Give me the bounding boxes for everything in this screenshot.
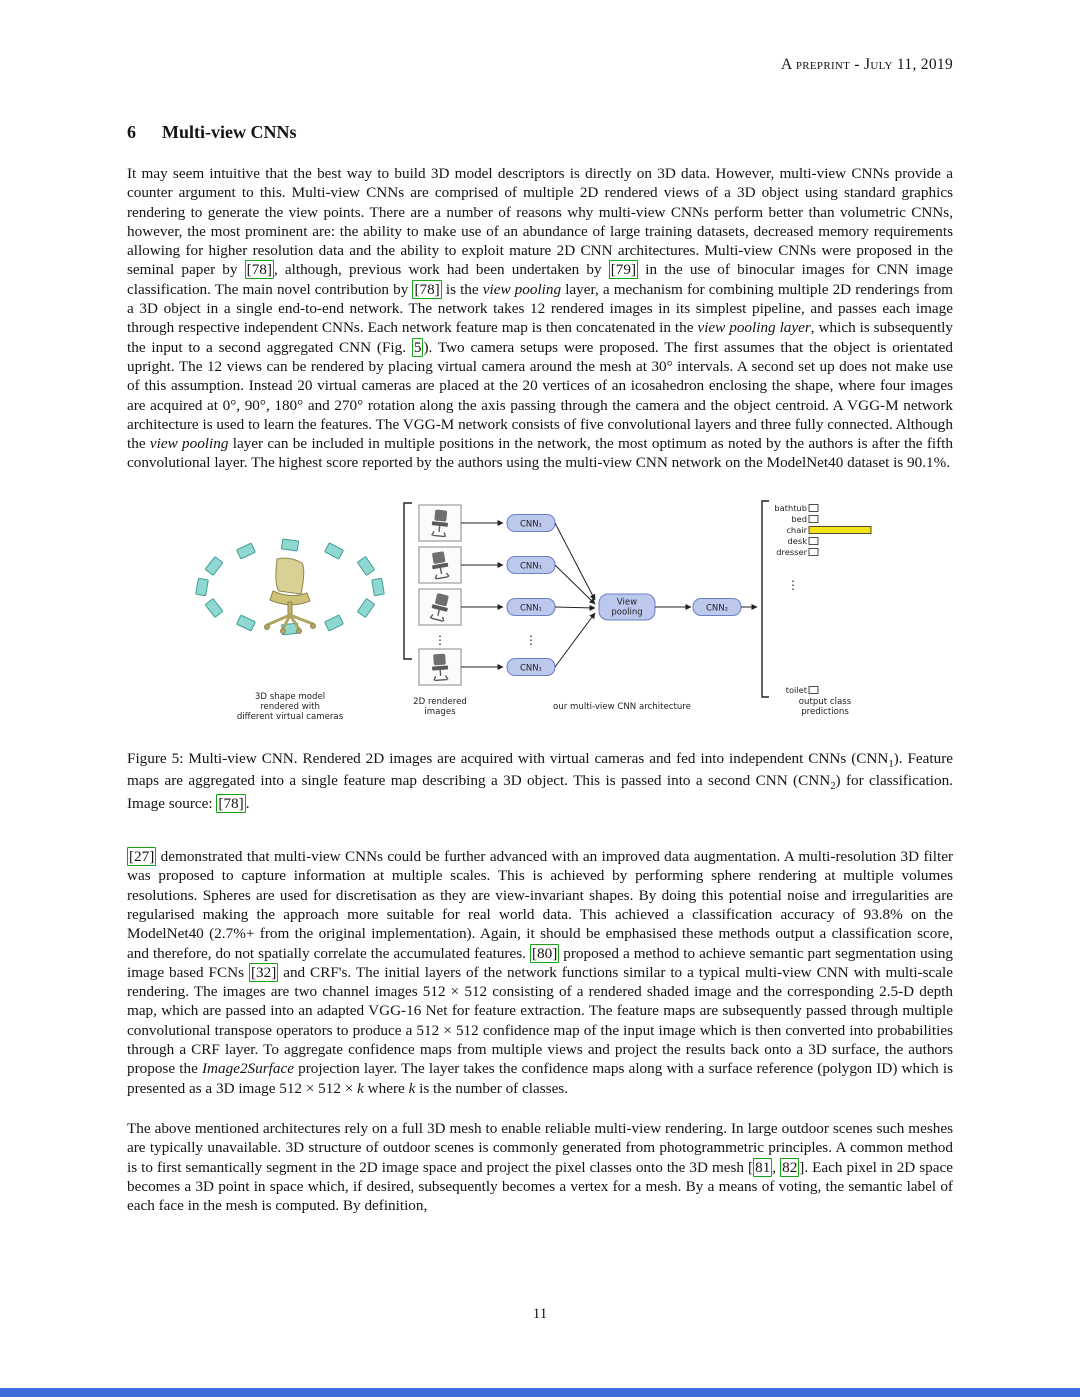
class-label: desk [787, 535, 807, 546]
cnn1-label: CNN₁ [519, 603, 543, 614]
citation-link[interactable]: [79] [610, 261, 637, 279]
paragraph-2: [27] demonstrated that multi-view CNNs could be further advanced with an improved data augmentation. A multi-resolution 3D filter was proposed to capture information at multiple scales. This is achieved by performing sphere rendering at multiple volumes resolutions. Spheres are used for discretisation as they are view-invariant shapes. By doing this potential noise and irregularities are regularised making the approach more suitable for real world data. This achieved a classification accuracy of 93.8% on the ModelNet40 (2.7%+ from the original implementation). Again, it should be emphasised these methods output a classification score, and therefore, do not spatially correlate the accumulated features. [80] proposed a method to achieve semantic part segmentation using image based FCNs [32] and CRF's. The initial layers of the network functions similar to a typical multi-view CNN with multi-scale rendering. The images are two channel images 512 × 512 consisting of a rendered shaded image and the corresponding 2.5-D depth map, which are passed into an adapted VGG-16 Net for feature extraction. The feature maps are subsequently passed through multiple convolutional transpose operators to produce a 512 × 512 confidence map of the input image which is then converted into probabilities through a CRF layer. To aggregate confidence maps from multiple views and project the results back onto a 3D surface, the authors propose the Image2Surface projection layer. The layer takes the confidence maps along with a surface reference (polygon ID) which is presented as a 3D image 512 × 512 × k where k is the number of classes. [127, 848, 954, 1097]
figure-5 [127, 497, 953, 813]
output-class-list [774, 503, 871, 695]
prediction-bar [809, 504, 818, 511]
svg-text:our multi-view CNN architectur: our multi-view CNN architecture [553, 701, 691, 712]
paragraph-1: It may seem intuitive that the best way to build 3D model descriptors is directly on 3D data. However, multi-view CNNs provide a counter argument to this. Multi-view CNNs are comprised of multiple 2D rendered views of a 3D object using standard graphics rendering to generate the view points. There are a number of reasons why multi-view CNNs perform better than volumetric CNNs, however, the most prominent are: the ability to make use of an abundance of large training datasets, decreased memory requirements allowing for higher resolution data and the ability to exploit mature 2D CNN architectures. Multi-view CNNs were proposed in the seminal paper by [78] , although, previous work had been undertaken by [79] in the use of binocular images for CNN image classification. The main novel contribution by [78] is the view pooling layer, a mechanism for combining multiple 2D renderings from a 3D object in a single end-to-end network. The network takes 12 rendered images in its simplest pipeline, and passes each image through respective independent CNNs. Each network feature map is then concatenated in the view pooling layer, which is subsequently the input to a second aggregated CNN (Fig. 5 ). Two camera setups were proposed. The first assumes that the object is orientated upright. The 12 views can be rendered by placing virtual camera around the mesh at 30° intervals. A second set up does not make use of this assumption. Instead 20 virtual cameras are placed at the 20 vertices of an icosahedron enclosing the shape, where four images are acquired at 0°, 90°, 180° and 270° rotation along the axis passing through the camera and the object centroid. A VGG-M network architecture is used to learn the features. The VGG-M network consists of five convolutional layers and three fully connected. Although the view pooling layer can be included in multiple positions in the network, the most optimum as noted by the authors is after the fifth convolutional layer. The highest score reported by the authors using the multi-view CNN network on the ModelNet40 dataset is 90.1%. [127, 165, 954, 472]
class-label: bed [791, 513, 807, 524]
rendered-image-thumbnail [419, 505, 461, 541]
cnn1-boxes [507, 514, 555, 675]
cnn-to-pooling-arrows [555, 523, 595, 667]
page-content [127, 0, 953, 1215]
prediction-bar [809, 537, 818, 544]
svg-text:images: images [424, 706, 456, 717]
italic-text: view pooling [482, 280, 562, 298]
citation-link[interactable]: [32] [250, 963, 277, 981]
class-label: dresser [776, 546, 807, 557]
class-label: chair [786, 524, 807, 535]
images-bracket [404, 503, 412, 659]
page-number: 11 [532, 1306, 548, 1322]
cnn2-label: CNN₂ [705, 603, 729, 614]
chair-prediction-bar [809, 526, 871, 533]
paragraph-3: The above mentioned architectures rely on a full 3D mesh to enable reliable multi-view rendering. In large outdoor scenes such meshes are typically unavailable. 3D structure of outdoor scenes is commonly generated from photogrammetric principles. A common method is to first semantically segment in the 2D image space and project the pixel classes onto the 3D mesh [ 81 , 82 ]. Each pixel in 2D space becomes a 3D point in space which, if desired, subsequently becomes a vertex for a mesh. By a means of voting, the semantic label of each face in the mesh is computed. By definition, [127, 1119, 953, 1215]
svg-text:predictions: predictions [801, 706, 849, 717]
class-label: bathtub [774, 502, 807, 513]
rendered-image-thumbnail [419, 589, 461, 625]
svg-text:2D rendered: 2D rendered [413, 696, 467, 707]
view-pooling-box [599, 594, 655, 620]
cnn-ellipsis: ⋮ [525, 632, 537, 647]
citation-link[interactable]: [80] [531, 944, 558, 962]
class-label: toilet [785, 684, 807, 695]
cnn1-label: CNN₁ [519, 519, 543, 530]
class-ellipsis: ⋮ [787, 577, 799, 592]
citation-link[interactable]: 82 [782, 1158, 798, 1176]
rendered-image-thumbnail [419, 649, 461, 685]
italic-text: view pooling [149, 435, 229, 453]
image-to-cnn-arrows [461, 523, 503, 667]
citation-link[interactable]: [27] [129, 848, 155, 866]
citation-link[interactable]: [78] [218, 794, 244, 812]
prediction-bar [809, 548, 818, 555]
prediction-bar [809, 515, 818, 522]
chair-3d-model [265, 558, 316, 633]
citation-link[interactable]: 81 [755, 1158, 771, 1176]
svg-text:rendered with: rendered with [260, 701, 320, 712]
svg-text:pooling: pooling [611, 607, 643, 618]
svg-text:different virtual cameras: different virtual cameras [236, 711, 344, 722]
italic-text: k [357, 1079, 364, 1097]
output-bracket [762, 501, 769, 697]
figure5-diagram [195, 497, 885, 735]
subscript: 2 [830, 781, 836, 793]
citation-link[interactable]: [78] [414, 280, 440, 298]
svg-text:3D shape model: 3D shape model [254, 691, 326, 702]
figure-5-caption: Figure 5: Multi-view CNN. Rendered 2D images are acquired with virtual cameras and fed into independent CNNs $(CNN_1)$. Feature maps are aggregated into a single feature map describing a 3D object. This is passed into a second CNN $(CNN_2)$ for classification. Image source: [78] . [127, 749, 953, 812]
citation-link[interactable]: 5 [413, 338, 422, 356]
cnn1-label: CNN₁ [519, 663, 543, 674]
prediction-bar [809, 686, 818, 693]
bottom-blue-bar [0, 1388, 1080, 1397]
images-ellipsis: ⋮ [434, 632, 446, 647]
citation-link[interactable]: [78] [246, 261, 272, 279]
svg-text:View: View [616, 597, 638, 608]
rendered-image-thumbnail [419, 547, 461, 583]
rendered-image-thumbnails [419, 505, 461, 685]
section-number: 6 [127, 122, 136, 142]
section-title: Multi-view CNNs [162, 122, 297, 142]
svg-text:output class: output class [798, 696, 852, 707]
section-heading [127, 122, 953, 143]
running-header: A preprint - July 11, 2019 [781, 56, 953, 73]
italic-text: view pooling layer [697, 319, 811, 337]
cnn2-box [693, 598, 741, 615]
italic-text: k [408, 1079, 416, 1097]
subscript: 1 [888, 758, 894, 770]
diagram-captions [237, 692, 852, 722]
italic-text: Image2Surface [202, 1060, 294, 1078]
cnn1-label: CNN₁ [519, 561, 543, 572]
